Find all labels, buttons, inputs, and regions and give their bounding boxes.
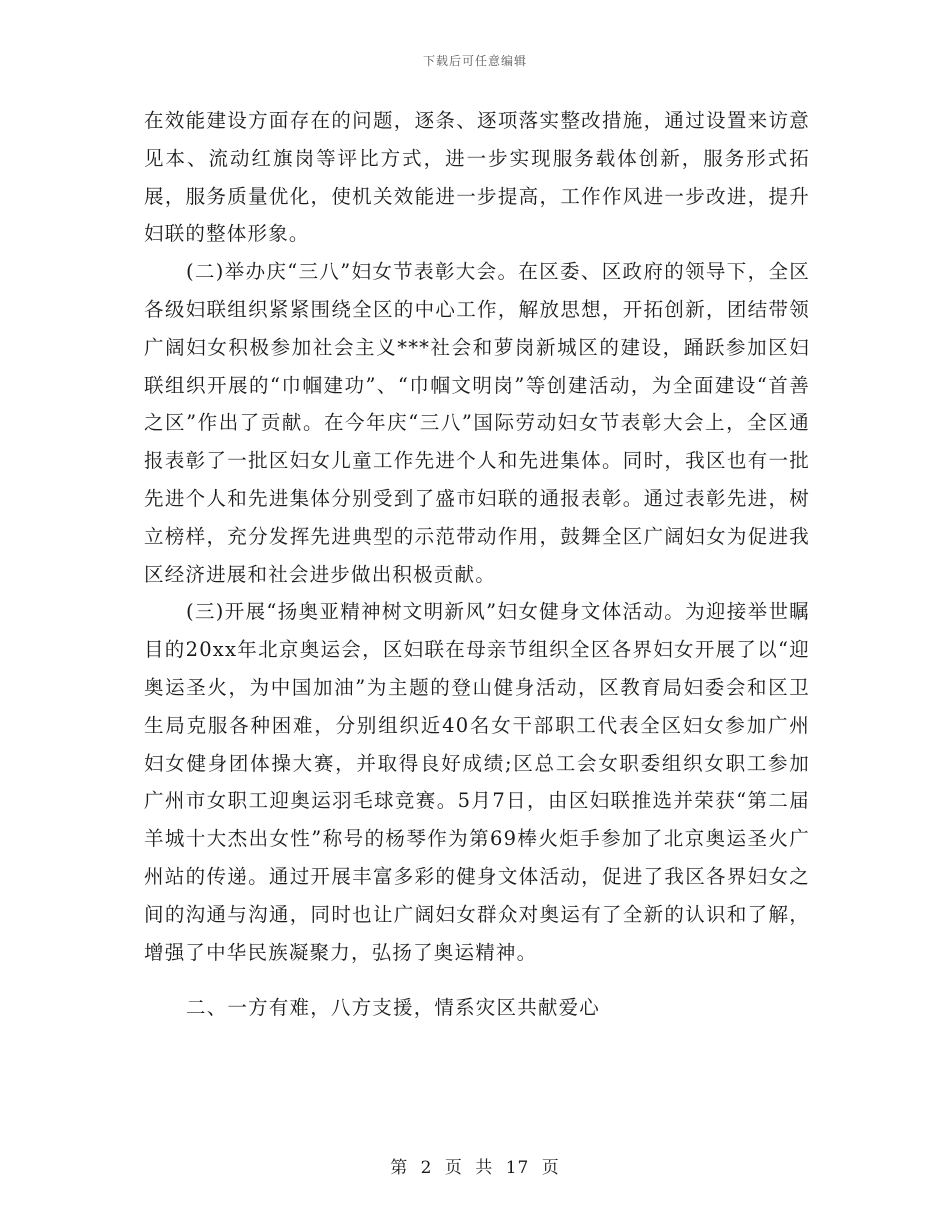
document-body xyxy=(144,102,810,1027)
page-number: 第 2 页 共 17 页 xyxy=(390,1158,560,1178)
paragraph-continuation: 在效能建设方面存在的问题，逐条、逐项落实整改措施，通过设置来访意见本、流动红旗岗等评比方式，进一步实现服务载体创新，服务形式拓展，服务质量优化，使机关效能进一步提高，工作作风进一步改进，提升妇联的整体形象。 xyxy=(144,109,810,246)
section-heading-2: 二、一方有难，八方支援，情系灾区共献爱心 xyxy=(186,996,601,1020)
page-header-note: 下载后可任意编辑 xyxy=(422,54,527,68)
paragraph-section-2: (二)举办庆“三八”妇女节表彰大会。在区委、区政府的领导下，全区各级妇联组织紧紧围绕全区的中心工作，解放思想，开拓创新，团结带领广阔妇女积极参加社会主义***社会和萝岗新城区的建设，踊跃参加区妇联组织开展的“巾帼建功”、“巾帼文明岗”等创建活动，为全面建设“首善之区”作出了贡献。在今年庆“三八”国际劳动妇女节表彰大会上，全区通报表彰了一批区妇女儿童工作先进个人和先进集体。同时，我区也有一批先进个人和先进集体分别受到了盛市妇联的通报表彰。通过表彰先进，树立榜样，充分发挥先进典型的示范带动作用，鼓舞全区广阔妇女为促进我区经济进展和社会进步做出积极贡献。 xyxy=(144,260,810,586)
paragraph-section-3: (三)开展“扬奥亚精神树文明新风”妇女健身文体活动。为迎接举世瞩目的20xx年北京奥运会，区妇联在母亲节组织全区各界妇女开展了以“迎奥运圣火，为中国加油”为主题的登山健身活动，区教育局妇委会和区卫生局克服各种困难，分别组织近40名女干部职工代表全区妇女参加广州妇女健身团体操大赛，并取得良好成绩;区总工会女职委组织女职工参加广州市女职工迎奥运羽毛球竞赛。5月7日，由区妇联推选并荣获“第二届羊城十大杰出女性”称号的杨琴作为第69棒火炬手参加了北京奥运圣火广州站的传递。通过开展丰富多彩的健身文体活动，促进了我区各界妇女之间的沟通与沟通，同时也让广阔妇女群众对奥运有了全新的认识和了解，增强了中华民族凝聚力，弘扬了奥运精神。 xyxy=(144,600,810,964)
